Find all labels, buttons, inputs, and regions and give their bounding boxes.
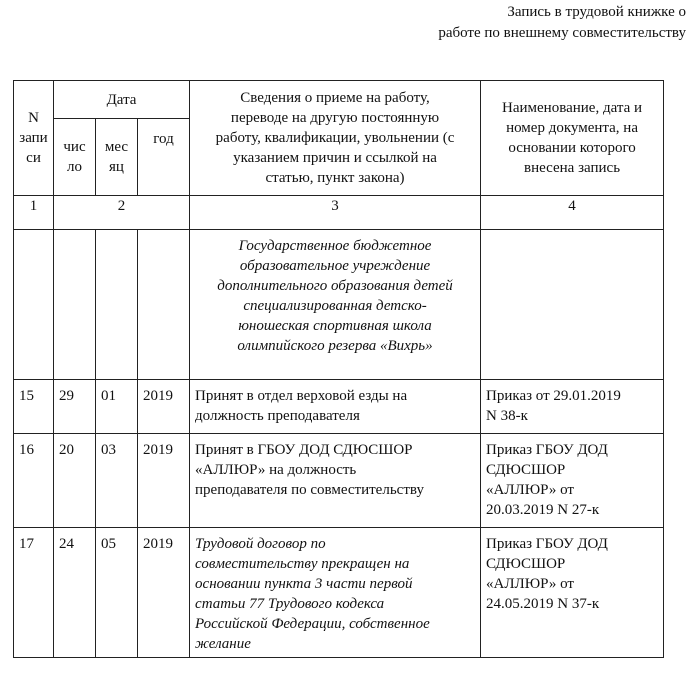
caption-line: Запись в трудовой книжке о	[507, 4, 686, 20]
entry-month: 01	[96, 380, 138, 434]
header-year: год	[138, 119, 190, 196]
header-row	[14, 81, 664, 119]
entry-number: 17	[14, 528, 54, 658]
organization-row	[14, 230, 664, 380]
entry-year: 2019	[138, 434, 190, 528]
column-number: 4	[481, 196, 664, 230]
header-date: Дата	[54, 81, 190, 119]
header-day: чис ло	[54, 119, 96, 196]
organization-name: Государственное бюджетное образовательное учреждение дополнительного образования детей специализированная детско- юношеская спортивная школа олимпийского резерва «Вихрь»	[190, 230, 481, 380]
entry-number: 16	[14, 434, 54, 528]
employment-record-table	[13, 80, 664, 658]
table-row	[14, 434, 664, 528]
header-month: мес яц	[96, 119, 138, 196]
entry-info: Трудовой договор по совместительству прекращен на основании пункта 3 части первой статьи 77 Трудового кодекса Российской Федерации, собственное желание	[190, 528, 481, 658]
entry-number: 15	[14, 380, 54, 434]
entry-info: Принят в отдел верховой езды на должность преподавателя	[190, 380, 481, 434]
header-number: N запи си	[14, 81, 54, 196]
caption-line: работе по внешнему совместительству	[438, 25, 686, 41]
entry-info: Принят в ГБОУ ДОД СДЮСШОР «АЛЛЮР» на должность преподавателя по совместительству	[190, 434, 481, 528]
entry-document: Приказ от 29.01.2019 N 38-к	[481, 380, 664, 434]
column-number: 1	[14, 196, 54, 230]
table-row	[14, 528, 664, 658]
entry-day: 24	[54, 528, 96, 658]
entry-year: 2019	[138, 528, 190, 658]
entry-month: 03	[96, 434, 138, 528]
entry-month: 05	[96, 528, 138, 658]
header-document: Наименование, дата и номер документа, на основании которого внесена запись	[481, 81, 664, 196]
entry-day: 20	[54, 434, 96, 528]
entry-year: 2019	[138, 380, 190, 434]
entry-document: Приказ ГБОУ ДОД СДЮСШОР «АЛЛЮР» от 20.03.2019 N 27-к	[481, 434, 664, 528]
column-number: 2	[54, 196, 190, 230]
column-numbers-row	[14, 196, 664, 230]
entry-document: Приказ ГБОУ ДОД СДЮСШОР «АЛЛЮР» от 24.05.2019 N 37-к	[481, 528, 664, 658]
document-caption	[438, 2, 686, 44]
header-info: Сведения о приеме на работу, переводе на другую постоянную работу, квалификации, увольнении (с указанием причин и ссылкой на статью, пункт закона)	[190, 81, 481, 196]
entry-day: 29	[54, 380, 96, 434]
table-row	[14, 380, 664, 434]
column-number: 3	[190, 196, 481, 230]
